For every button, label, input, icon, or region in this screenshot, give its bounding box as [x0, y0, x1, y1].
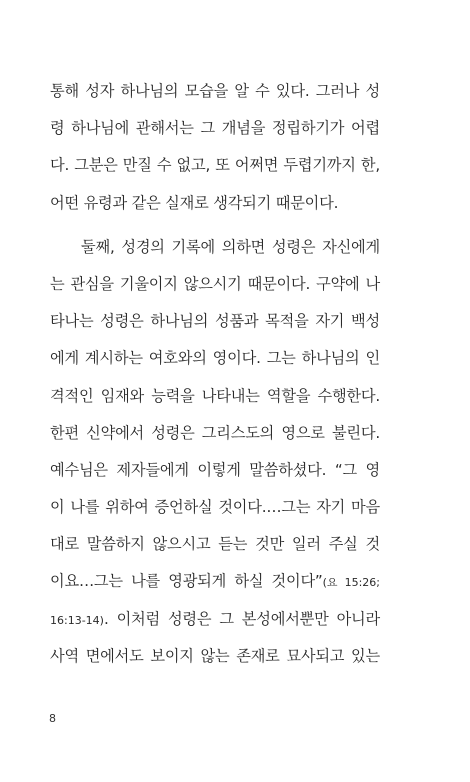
quote-end-text: 이요…그는 나를 영광되게 하실 것이다”	[50, 572, 323, 591]
paragraph-first-line: 둘째, 성경의 기록에 의하면 성령은 자신에게	[81, 237, 380, 256]
text-line: 예수님은 제자들에게 이렇게 말씀하셨다. “그 영	[50, 460, 380, 479]
text-line: 이 나를 위하여 증언하실 것이다.…그는 자기 마음	[50, 498, 380, 517]
text-line: 사역 면에서도 보이지 않는 존재로 묘사되고 있는	[50, 646, 380, 665]
text-line-with-reference	[50, 563, 380, 600]
line-remainder: . 이처럼 성령은 그 본성에서뿐만 아니라	[103, 609, 380, 628]
text-line: 격적인 임재와 능력을 나타내는 역할을 수행한다.	[50, 386, 380, 405]
text-line	[50, 601, 380, 638]
text-line: 다. 그분은 만질 수 없고, 또 어쩌면 두렵기까지 한,	[50, 156, 380, 175]
scripture-reference-cont: 16:13-14)	[50, 613, 104, 627]
text-line: 에게 계시하는 여호와의 영이다. 그는 하나님의 인	[50, 349, 380, 368]
text-line: 통해 성자 하나님의 모습을 알 수 있다. 그러나 성	[50, 82, 380, 100]
text-line: 타나는 성령은 하나님의 성품과 목적을 자기 백성	[50, 312, 380, 331]
text-line: 대로 말씀하지 않으시고 듣는 것만 일러 주실 것	[50, 535, 380, 554]
page-number: 8	[49, 712, 56, 725]
text-line: 령 하나님에 관해서는 그 개념을 정립하기가 어렵	[50, 119, 380, 138]
body-text	[50, 73, 380, 675]
scripture-reference: (요 15:26;	[322, 576, 381, 590]
text-line: 어떤 유령과 같은 실재로 생각되기 때문이다.	[50, 193, 339, 212]
text-line: 한편 신약에서 성령은 그리스도의 영으로 불린다.	[50, 423, 380, 442]
text-line: 는 관심을 기울이지 않으시기 때문이다. 구약에 나	[50, 274, 380, 293]
